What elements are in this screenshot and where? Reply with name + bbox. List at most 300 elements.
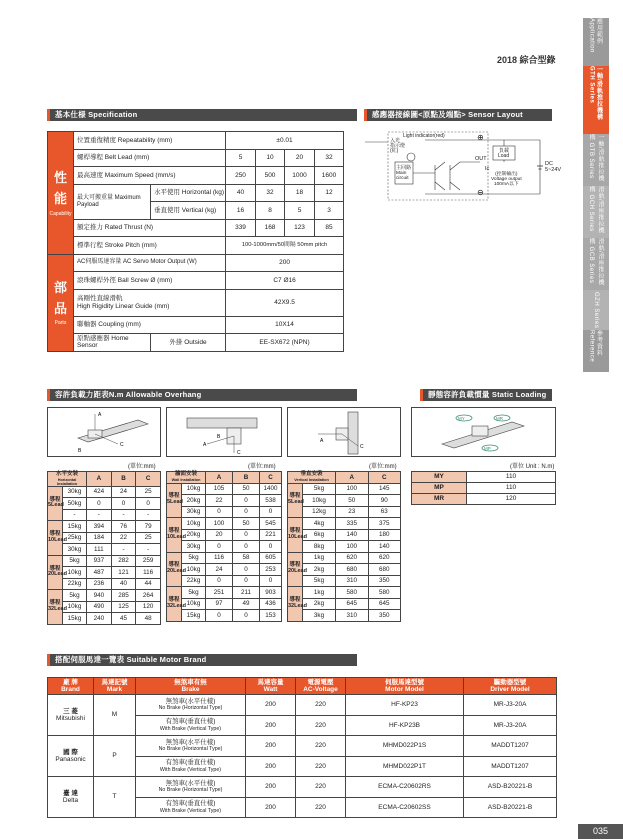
- cell: 184: [87, 532, 112, 544]
- load-cell: 12kg: [303, 506, 336, 518]
- side-tabs: [583, 18, 609, 368]
- col-c: C: [368, 472, 401, 484]
- static-moment-icon: [412, 408, 555, 456]
- static-label: MR: [412, 494, 467, 505]
- svg-text:C: C: [237, 450, 241, 456]
- load-cell: 20kg: [182, 529, 206, 541]
- cell: 23: [336, 506, 368, 518]
- col-c: C: [136, 472, 161, 487]
- cell: 58: [233, 552, 260, 564]
- vertical-overhang-table: [287, 471, 401, 622]
- cell: 49: [233, 598, 260, 610]
- cell: 394: [87, 521, 112, 533]
- motor-model-cell: ECMA-C20602SS: [346, 797, 464, 818]
- cell: 264: [136, 590, 161, 602]
- cell: 680: [368, 564, 401, 576]
- volt-cell: 220: [296, 756, 346, 777]
- cell: 90: [368, 495, 401, 507]
- lead-value: 10: [256, 149, 285, 167]
- cell: 424: [87, 486, 112, 498]
- cell: 100: [336, 541, 368, 553]
- svg-text:A: A: [203, 442, 207, 448]
- load-cell: 1kg: [303, 587, 336, 599]
- cell: 310: [336, 610, 368, 622]
- watt-cell: 200: [246, 715, 296, 736]
- lead-group: 導程10Lead: [167, 518, 182, 553]
- cell: 350: [368, 610, 401, 622]
- brake-cell: 無煞車(水平仕樣) No Brake (Horizontal Type): [136, 777, 246, 798]
- motor-model-cell: ECMA-C20602RS: [346, 777, 464, 798]
- watt-cell: 200: [246, 797, 296, 818]
- payload-h-value: 32: [256, 184, 285, 202]
- svg-text:B: B: [78, 448, 82, 454]
- thrust-value: 168: [256, 219, 285, 237]
- screw-label: 滾珠螺桿外徑 Ball Screw Ø (mm): [74, 272, 226, 290]
- brake-cell: 有煞車(垂直仕樣) With Brake (Vertical Type): [136, 756, 246, 777]
- cell: 79: [136, 521, 161, 533]
- category-parts: 部品 Parts: [48, 254, 74, 351]
- load-cell: 20kg: [182, 495, 206, 507]
- cell: 0: [233, 564, 260, 576]
- motor-section-title: 搭配伺服馬達一覽表 Suitable Motor Brand: [47, 654, 357, 666]
- side-tab-gtb[interactable]: 一軸/滑軌推拉機構 GTB Series: [583, 134, 609, 186]
- cell: -: [111, 544, 136, 556]
- guide-label: 高剛性直線滑軌 High Rigidity Linear Guide (mm): [74, 289, 226, 316]
- cell: 335: [336, 518, 368, 530]
- sensor-load-en: Load: [498, 153, 510, 159]
- svg-text:MR: MR: [496, 416, 503, 421]
- load-cell: 10kg: [182, 483, 206, 495]
- load-cell: 4kg: [303, 518, 336, 530]
- cell: 545: [260, 518, 282, 530]
- cell: -: [87, 509, 112, 521]
- svg-text:C: C: [360, 444, 364, 450]
- cell: 22: [206, 495, 233, 507]
- speed-value: 1600: [315, 167, 344, 185]
- svg-text:A: A: [98, 412, 102, 418]
- lead-group: 導程32Lead: [167, 587, 182, 622]
- sensor-main-circuit-cn: 主回路: [396, 165, 412, 171]
- cell: 100: [336, 483, 368, 495]
- payload-horizontal-label: 水平使用 Horizontal (kg): [151, 184, 226, 202]
- cell: -: [136, 509, 161, 521]
- cell: 44: [136, 578, 161, 590]
- motor-model-cell: MHMD022P1T: [346, 756, 464, 777]
- load-cell: 1kg: [303, 552, 336, 564]
- guide-value: 42X9.5: [226, 289, 344, 316]
- lead-group: 導程5Lead: [167, 483, 182, 518]
- category-performance: 性能 Capability: [48, 132, 74, 255]
- header-watt: 馬達容量 Watt: [246, 678, 296, 695]
- sensor-dc-label: DC 5~24V: [545, 161, 562, 173]
- cell: 645: [336, 598, 368, 610]
- wall-install-icon: [167, 408, 281, 456]
- load-cell: 5kg: [303, 483, 336, 495]
- brake-cell: 有煞車(垂直仕樣) With Brake (Vertical Type): [136, 797, 246, 818]
- side-tab-reference[interactable]: 參考資料 Reference: [583, 330, 609, 372]
- static-table: [411, 471, 556, 505]
- repeatability-value: ±0.01: [226, 132, 344, 150]
- wall-header: 牆面安裝 Wall Installation: [167, 472, 206, 484]
- lead-group: 導程10Lead: [48, 521, 63, 556]
- sensor-light-indicator: Light indicator(red): [403, 133, 445, 139]
- driver-model-cell: ASD-B20221-B: [464, 797, 557, 818]
- load-cell: 22kg: [63, 578, 87, 590]
- cell: 76: [111, 521, 136, 533]
- cell: 580: [368, 587, 401, 599]
- cell: -: [136, 544, 161, 556]
- wall-overhang-table: [166, 471, 282, 622]
- load-cell: 2kg: [303, 564, 336, 576]
- lead-group: 導程20Lead: [48, 555, 63, 590]
- svg-text:C: C: [120, 442, 124, 448]
- sensor-plus-icon: ⊕: [477, 133, 484, 142]
- driver-model-cell: MADDT1207: [464, 736, 557, 757]
- volt-cell: 220: [296, 777, 346, 798]
- load-cell: 10kg: [63, 567, 87, 579]
- brand-cell: 臺 達 Delta: [48, 777, 94, 818]
- cell: 0: [206, 610, 233, 622]
- cell: 48: [136, 613, 161, 625]
- payload-vertical-label: 垂直使用 Vertical (kg): [151, 202, 226, 220]
- lead-group: 導程20Lead: [167, 552, 182, 587]
- payload-v-value: 3: [315, 202, 344, 220]
- side-tab-gcb[interactable]: 滑軌/滑座推拉機構 GCB Series: [583, 238, 609, 290]
- load-cell: 5kg: [182, 552, 206, 564]
- load-cell: 22kg: [182, 575, 206, 587]
- brake-cell: 無煞車(水平仕樣) No Brake (Horizontal Type): [136, 695, 246, 716]
- col-b: B: [233, 472, 260, 484]
- load-cell: 5kg: [63, 590, 87, 602]
- unit-label: (單位:mm): [248, 464, 276, 470]
- cell: 0: [233, 610, 260, 622]
- coupling-label: 聯軸器 Coupling (mm): [74, 316, 226, 334]
- payload-h-value: 40: [226, 184, 256, 202]
- cell: 903: [260, 587, 282, 599]
- cell: 180: [368, 529, 401, 541]
- thrust-value: 339: [226, 219, 256, 237]
- mark-cell: P: [94, 736, 136, 777]
- cell: 105: [206, 483, 233, 495]
- lead-group: 導程10Lead: [288, 518, 303, 553]
- col-a: A: [87, 472, 112, 487]
- static-value: 120: [467, 494, 556, 505]
- driver-model-cell: MADDT1207: [464, 756, 557, 777]
- cell: 145: [368, 483, 401, 495]
- cell: 140: [368, 541, 401, 553]
- cell: 350: [368, 575, 401, 587]
- load-cell: 50kg: [63, 498, 87, 510]
- payload-v-value: 8: [256, 202, 285, 220]
- servo-value: 200: [226, 254, 344, 272]
- cell: 680: [336, 564, 368, 576]
- motor-model-cell: HF-KP23B: [346, 715, 464, 736]
- lead-value: 20: [285, 149, 315, 167]
- cell: 580: [336, 587, 368, 599]
- cell: 490: [87, 601, 112, 613]
- col-b: B: [111, 472, 136, 487]
- page-number: 035: [578, 824, 623, 839]
- svg-text:A: A: [320, 438, 324, 444]
- cell: 111: [87, 544, 112, 556]
- vertical-header: 垂直安裝 Vertical Installation: [288, 472, 336, 484]
- cell: 50: [233, 518, 260, 530]
- motor-model-cell: HF-KP23: [346, 695, 464, 716]
- load-cell: 15kg: [63, 613, 87, 625]
- load-cell: 2kg: [303, 598, 336, 610]
- cell: 0: [233, 541, 260, 553]
- header-brake: 無煞車有無 Brake: [136, 678, 246, 695]
- lead-group: 導程32Lead: [48, 590, 63, 625]
- driver-model-cell: ASD-B20221-B: [464, 777, 557, 798]
- brake-cell: 有煞車(垂直仕樣) With Brake (Vertical Type): [136, 715, 246, 736]
- cell: 25: [136, 486, 161, 498]
- col-a: A: [206, 472, 233, 484]
- cell: 140: [336, 529, 368, 541]
- brake-cell: 無煞車(水平仕樣) No Brake (Horizontal Type): [136, 736, 246, 757]
- payload-v-value: 16: [226, 202, 256, 220]
- brand-cell: 國 際 Panasonic: [48, 736, 94, 777]
- cell: 116: [206, 552, 233, 564]
- horizontal-install-icon: [48, 408, 160, 456]
- payload-v-value: 5: [285, 202, 315, 220]
- svg-text:MY: MY: [458, 416, 465, 421]
- load-cell: 3kg: [303, 610, 336, 622]
- side-tab-gth[interactable]: 一軸/滑軌推拉機構 GTH Series: [583, 66, 609, 134]
- thrust-value: 85: [315, 219, 344, 237]
- cell: 538: [260, 495, 282, 507]
- cell: 0: [233, 529, 260, 541]
- cell: 63: [368, 506, 401, 518]
- load-cell: 30kg: [63, 544, 87, 556]
- horizontal-diagram: [47, 407, 161, 457]
- mark-cell: T: [94, 777, 136, 818]
- load-cell: 5kg: [303, 575, 336, 587]
- volt-cell: 220: [296, 695, 346, 716]
- volt-cell: 220: [296, 797, 346, 818]
- cell: 0: [260, 541, 282, 553]
- unit-label: (單位:mm): [128, 464, 156, 470]
- cell: 50: [336, 495, 368, 507]
- cell: 50: [233, 483, 260, 495]
- header-voltage: 電源電壓 AC-Voltage: [296, 678, 346, 695]
- load-cell: 10kg: [182, 518, 206, 530]
- load-cell: -: [63, 509, 87, 521]
- screw-value: C7 Ø16: [226, 272, 344, 290]
- cell: 282: [111, 555, 136, 567]
- thrust-value: 123: [285, 219, 315, 237]
- lead-group: 導程32Lead: [288, 587, 303, 622]
- lead-group: 導程5Lead: [48, 486, 63, 521]
- static-value: 110: [467, 483, 556, 494]
- speed-value: 250: [226, 167, 256, 185]
- horizontal-overhang-table: [47, 471, 161, 625]
- static-section-title: 靜態容許負載慣量 Static Loading: [420, 389, 552, 401]
- wall-diagram: [166, 407, 282, 457]
- page-title: 2018 綜合型錄: [497, 55, 556, 65]
- load-cell: 5kg: [182, 587, 206, 599]
- load-cell: 5kg: [63, 555, 87, 567]
- cell: 0: [233, 495, 260, 507]
- vertical-diagram: [287, 407, 401, 457]
- cell: -: [111, 509, 136, 521]
- load-cell: 8kg: [303, 541, 336, 553]
- sensor-diagram: [365, 130, 565, 210]
- sensor-out-label: OUT: [475, 156, 487, 162]
- horizontal-header: 水平安裝 Horizontal Installation: [48, 472, 87, 487]
- lead-value: 32: [315, 149, 344, 167]
- speed-value: 500: [256, 167, 285, 185]
- header-brand: 廠 牌 Brand: [48, 678, 94, 695]
- cell: 645: [368, 598, 401, 610]
- overhang-section-title: 容許負載力距表N.m Allowable Overhang: [47, 389, 357, 401]
- lead-group: 導程5Lead: [288, 483, 303, 518]
- cell: 240: [87, 613, 112, 625]
- load-cell: 30kg: [182, 506, 206, 518]
- cell: 120: [136, 601, 161, 613]
- brand-cell: 三 菱 Mitsubishi: [48, 695, 94, 736]
- cell: 285: [111, 590, 136, 602]
- sensor-sub: 外掛 Outside: [151, 334, 226, 352]
- cell: 0: [233, 506, 260, 518]
- header-driver-model: 驅動器型號 Driver Model: [464, 678, 557, 695]
- col-a: A: [336, 472, 368, 484]
- cell: 40: [111, 578, 136, 590]
- static-label: MP: [412, 483, 467, 494]
- watt-cell: 200: [246, 736, 296, 757]
- sensor-light-cn: 入光 指示燈 (紅): [390, 138, 406, 154]
- cell: 45: [111, 613, 136, 625]
- spec-section-title: 基本仕様 Specification: [47, 109, 357, 121]
- static-value: 110: [467, 472, 556, 483]
- thrust-label: 額定推力 Rated Thrust (N): [74, 219, 226, 237]
- cell: 0: [260, 575, 282, 587]
- cell: 251: [206, 587, 233, 599]
- load-cell: 25kg: [63, 532, 87, 544]
- sensor-main-circuit-en: Main circuit: [396, 171, 409, 181]
- cell: 375: [368, 518, 401, 530]
- static-diagram: [411, 407, 556, 457]
- svg-text:MP: MP: [484, 446, 491, 451]
- volt-cell: 220: [296, 736, 346, 757]
- watt-cell: 200: [246, 756, 296, 777]
- cell: 22: [111, 532, 136, 544]
- lead-value: 5: [226, 149, 256, 167]
- cell: 20: [206, 529, 233, 541]
- sensor-minus-icon: ⊖: [477, 188, 484, 197]
- load-cell: 30kg: [182, 541, 206, 553]
- sensor-ic-label: Ic: [485, 166, 490, 172]
- cell: 221: [260, 529, 282, 541]
- sensor-ic-note: (控制輸出) Voltage output 100mA以下: [491, 172, 522, 188]
- sensor-load-cn: 負載: [499, 148, 510, 154]
- cell: 121: [111, 567, 136, 579]
- cell: 937: [87, 555, 112, 567]
- static-label: MY: [412, 472, 467, 483]
- vertical-install-icon: [288, 408, 400, 456]
- cell: 1400: [260, 483, 282, 495]
- mark-cell: M: [94, 695, 136, 736]
- cell: 0: [260, 506, 282, 518]
- motor-model-cell: MHMD022P1S: [346, 736, 464, 757]
- coupling-value: 10X14: [226, 316, 344, 334]
- load-cell: 10kg: [63, 601, 87, 613]
- cell: 253: [260, 564, 282, 576]
- sensor-value: EE-SX672 (NPN): [226, 334, 344, 352]
- servo-label: AC伺服馬達容量 AC Servo Motor Output (W): [74, 254, 226, 272]
- static-unit-label: (單位 Unit : N.m): [510, 464, 555, 470]
- load-cell: 15kg: [182, 610, 206, 622]
- cell: 0: [206, 506, 233, 518]
- side-tab-gzh[interactable]: GZH Series: [583, 290, 609, 330]
- cell: 487: [87, 567, 112, 579]
- cell: 436: [260, 598, 282, 610]
- cell: 116: [136, 567, 161, 579]
- side-tab-gch[interactable]: 滑軌/滑座推拉機構 GCH Series: [583, 186, 609, 238]
- col-c: C: [260, 472, 282, 484]
- cell: 259: [136, 555, 161, 567]
- cell: 0: [206, 575, 233, 587]
- cell: 0: [136, 498, 161, 510]
- spec-table: [47, 131, 344, 352]
- sensor-section-title: 感應器接線圖<原點及端點> Sensor Layout: [364, 109, 552, 121]
- cell: 125: [111, 601, 136, 613]
- cell: 0: [233, 575, 260, 587]
- watt-cell: 200: [246, 777, 296, 798]
- cell: 0: [206, 541, 233, 553]
- motor-table: [47, 677, 557, 818]
- load-cell: 6kg: [303, 529, 336, 541]
- payload-h-value: 12: [315, 184, 344, 202]
- volt-cell: 220: [296, 715, 346, 736]
- side-tab-application[interactable]: 應用範例 Application: [583, 18, 609, 66]
- header-mark: 馬達記號 Mark: [94, 678, 136, 695]
- cell: 24: [206, 564, 233, 576]
- header-motor-model: 伺服馬達型號 Motor Model: [346, 678, 464, 695]
- load-cell: 10kg: [303, 495, 336, 507]
- lead-label: 螺桿導程 Belt Lead (mm): [74, 149, 226, 167]
- lead-group: 導程20Lead: [288, 552, 303, 587]
- driver-model-cell: MR-J3-20A: [464, 715, 557, 736]
- payload-h-value: 18: [285, 184, 315, 202]
- stroke-value: 100-1000mm/50間隔 50mm pitch: [226, 237, 344, 255]
- cell: 940: [87, 590, 112, 602]
- cell: 0: [111, 498, 136, 510]
- cell: 605: [260, 552, 282, 564]
- cell: 310: [336, 575, 368, 587]
- load-cell: 10kg: [182, 564, 206, 576]
- load-cell: 15kg: [63, 521, 87, 533]
- speed-value: 1000: [285, 167, 315, 185]
- cell: 97: [206, 598, 233, 610]
- sensor-label: 原點感應器 Home Sensor: [74, 334, 151, 352]
- cell: 25: [136, 532, 161, 544]
- cell: 100: [206, 518, 233, 530]
- load-cell: 10kg: [182, 598, 206, 610]
- svg-text:B: B: [217, 434, 221, 440]
- cell: 620: [336, 552, 368, 564]
- cell: 620: [368, 552, 401, 564]
- payload-label: 最大可搬重量 Maximum Payload: [74, 184, 151, 219]
- stroke-label: 標準行程 Stroke Pitch (mm): [74, 237, 226, 255]
- cell: 211: [233, 587, 260, 599]
- cell: 24: [111, 486, 136, 498]
- cell: 236: [87, 578, 112, 590]
- load-cell: 30kg: [63, 486, 87, 498]
- driver-model-cell: MR-J3-20A: [464, 695, 557, 716]
- unit-label: (單位:mm): [369, 464, 397, 470]
- repeatability-label: 位置重復精度 Repeatability (mm): [74, 132, 226, 150]
